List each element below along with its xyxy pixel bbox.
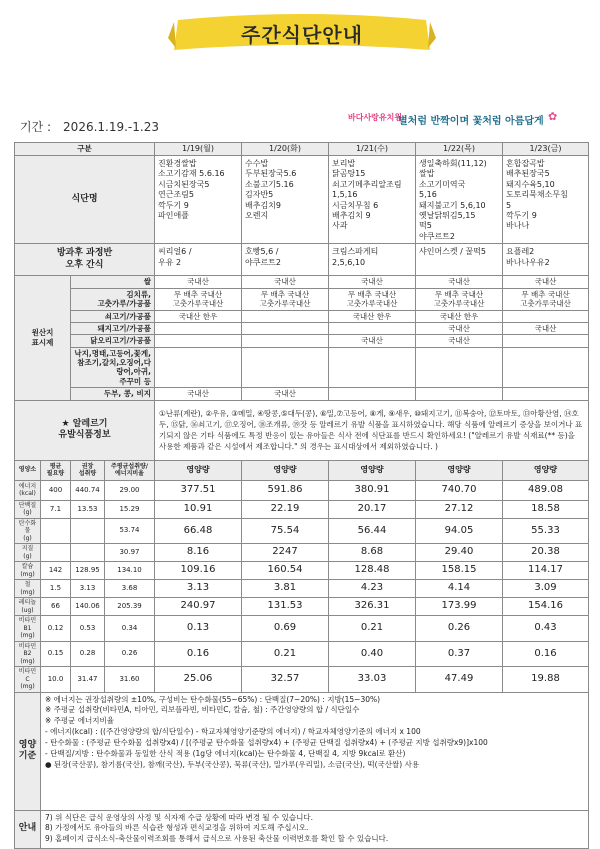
origin-value [242, 335, 329, 347]
nutrient-value: 158.15 [416, 562, 503, 580]
nutrition-row [15, 580, 589, 598]
origin-value [155, 335, 242, 347]
origin-value: 국내산 한우 [329, 310, 416, 322]
origin-value: 국내산 한우 [155, 310, 242, 322]
menu-cell [503, 156, 589, 244]
nutrient-value: 3.09 [503, 580, 589, 598]
nutrient-value: 56.44 [329, 518, 416, 544]
standard-row [15, 692, 589, 810]
origin-value: 국내산 [416, 335, 503, 347]
origin-value: 무 배추 국내산 고춧가루국내산 [242, 288, 329, 310]
allergy-label-line: 유발식품정보 [58, 430, 111, 440]
tulip-icon: ✿ [548, 110, 558, 123]
guide-line: 7) 위 식단은 급식 운영상의 사정 및 식자재 수급 상황에 따라 변경 될 수 있습니다. [45, 812, 314, 822]
nutrition-row [15, 616, 589, 642]
standard-line: - 에너지(kcal) : ((주간영양량의 합/식단일수) - 학교자체영양기준량의 에너지) / 학교자체영양기준의 에너지 x 100 [45, 727, 421, 737]
standard-line: ● 된장(국산콩), 참기름(국산), 참깨(국산), 두부(국산콩), 묵류(국산), 밀가루(우리밀), 소금(국산), 떡(국산쌀) 사용 [45, 759, 420, 769]
snack-label-line: 오후 간식 [65, 259, 104, 270]
nutrition-header: 권장 섭취량 [71, 460, 105, 480]
allergy-label [15, 400, 155, 460]
nutrient-avg [41, 544, 71, 562]
nutrient-value: 0.21 [329, 616, 416, 642]
snack-cell: 씨리얼6 / 우유 2 [155, 244, 242, 276]
nutrient-value: 20.17 [329, 500, 416, 518]
origin-value [155, 322, 242, 334]
nutrition-row [15, 598, 589, 616]
nutrient-rec: 140.06 [71, 598, 105, 616]
nutrient-value: 10.91 [155, 500, 242, 518]
nutrition-header: 평균 필요량 [41, 460, 71, 480]
snack-cell: 샤인머스켓 / 꿀떡5 [416, 244, 503, 276]
nutrient-value: 8.68 [329, 544, 416, 562]
origin-value [503, 388, 589, 400]
nutrient-value: 0.16 [155, 641, 242, 667]
nutrient-rec [71, 518, 105, 544]
origin-value: 무 배추 국내산 고춧가루국내산 [416, 288, 503, 310]
menu-item: 야쿠르트2 [419, 231, 456, 241]
snack-label [15, 244, 155, 276]
nutrient-value: 22.19 [242, 500, 329, 518]
nutrient-value: 75.54 [242, 518, 329, 544]
nutrient-value: 0.37 [416, 641, 503, 667]
origin-value: 무 배추 국내산 고춧가루국내산 [329, 288, 416, 310]
nutrient-name: 지질(g) [15, 544, 41, 562]
nutrient-value: 4.14 [416, 580, 503, 598]
kindergarten-logo: 바다사랑유치원 [348, 113, 403, 122]
nutrient-value: 0.16 [503, 641, 589, 667]
origin-value [416, 388, 503, 400]
nutrient-week: 0.26 [105, 641, 155, 667]
origin-value [155, 347, 242, 388]
nutrient-value: 47.49 [416, 667, 503, 693]
origin-value [329, 388, 416, 400]
period [20, 118, 159, 135]
nutrient-week: 0.34 [105, 616, 155, 642]
menu-item: 5 [506, 200, 512, 210]
origin-value [503, 310, 589, 322]
nutrient-avg: 142 [41, 562, 71, 580]
nutrient-week: 15.29 [105, 500, 155, 518]
menu-item: 소고기감재 5.6.16 [158, 169, 225, 179]
nutrient-avg: 0.15 [41, 641, 71, 667]
day-header: 1/22(목) [416, 143, 503, 156]
origin-value [242, 310, 329, 322]
nutrition-header: 영양소 [15, 460, 41, 480]
origin-row [15, 347, 589, 388]
menu-item: 두부된장국5.6 [245, 169, 297, 179]
origin-value: 국내산 [416, 276, 503, 288]
origin-item: 돼지고기/가공품 [71, 322, 155, 334]
day-header: 1/21(수) [329, 143, 416, 156]
standard-label: 영양 기준 [15, 692, 41, 810]
nutrient-name: 철(mg) [15, 580, 41, 598]
standard-line: ※ 에너지는 권장섭취량의 ±10%, 구성비는 탄수화물(55~65%) : 단백질(7~20%) : 지방(15~30%) [45, 694, 381, 704]
origin-item: 쌀 [71, 276, 155, 288]
menu-item: 바나나 [506, 221, 530, 231]
nutrient-value: 94.05 [416, 518, 503, 544]
standard-line: ※ 주평균 에너지비율 [45, 716, 115, 726]
origin-row [15, 322, 589, 334]
nutrient-value: 0.69 [242, 616, 329, 642]
nutrient-value: 128.48 [329, 562, 416, 580]
origin-item: 닭오리고기/가공품 [71, 335, 155, 347]
menu-item: 깍두기 9 [506, 210, 537, 220]
nutrient-value: 29.40 [416, 544, 503, 562]
origin-row [15, 335, 589, 347]
menu-item: 돼지수육5,10 [506, 179, 555, 189]
day-header: 1/20(화) [242, 143, 329, 156]
origin-value [503, 335, 589, 347]
nutrient-week: 3.68 [105, 580, 155, 598]
menu-cell [155, 156, 242, 244]
menu-item: 닭곰탕15 [332, 169, 366, 179]
nutrient-value: 380.91 [329, 480, 416, 500]
nutrient-value: 20.38 [503, 544, 589, 562]
origin-value: 무 배추 국내산 고춧가루국내산 [503, 288, 589, 310]
nutrition-header-row [15, 460, 589, 480]
menu-item: 돼지불고기 5,6,10 [419, 200, 486, 210]
snack-label-line: 방과후 과정반 [56, 248, 113, 259]
menu-item: 소고기미역국 [419, 179, 466, 189]
origin-value: 국내산 [329, 276, 416, 288]
nutrition-row [15, 518, 589, 544]
menu-cell [416, 156, 503, 244]
menu-item: 떡5 [419, 221, 432, 231]
nutrient-rec: 440.74 [71, 480, 105, 500]
nutrient-week: 134.10 [105, 562, 155, 580]
allergy-label-line: ★ 알레르기 [61, 418, 108, 429]
menu-item: 배추김치9 [245, 200, 282, 210]
nutrient-name: 비타민B2 (mg) [15, 641, 41, 667]
daily-header: 영양량 [242, 460, 329, 480]
menu-cell [329, 156, 416, 244]
snack-cell: 요플레2 바나나우유2 [503, 244, 589, 276]
nutrient-value: 131.53 [242, 598, 329, 616]
nutrient-rec: 31.47 [71, 667, 105, 693]
nutrient-name: 칼슘(mg) [15, 562, 41, 580]
origin-row [15, 310, 589, 322]
nutrition-row [15, 667, 589, 693]
nutrient-avg: 7.1 [41, 500, 71, 518]
nutrition-row [15, 480, 589, 500]
menu-item: 시금치된장국5 [158, 179, 210, 189]
origin-item: 두부, 콩, 비지 [71, 388, 155, 400]
snack-cell: 크림스파게티 2,5,6,10 [329, 244, 416, 276]
nutrient-value: 8.16 [155, 544, 242, 562]
allergy-text: ①난류(계란), ②우유, ③메밀, ④땅콩,⑤대두(콩), ⑥밀,⑦고등어, ⑧게, ⑨새우, ⑩돼지고기, ⑪복숭아, ⑫토마토, ⑬아황산염, ⑭호두, ⑮닭, ⑯쇠고기, ⑰오징어, ⑱조개류, ⑲잣 등 알레르기 유발 식품을 표시하였습니다. 해당 식품에 알레르기 증상을 보이거나 표기되지 않은 기타 식품에도 특정 반응이 있는 유아들은 식사 전에 식단표를 반드시 확인하세요! ("알레르기 유발 식재료(** 등)을 사용한 제품과 같은 시설에서 제조합니다." 의 경우는 표시대상에서 제외하였습니다. ) [155, 400, 589, 460]
guide-label: 안내 [15, 810, 41, 848]
menu-item: 배추된장국5 [506, 169, 550, 179]
origin-value [242, 322, 329, 334]
nutrient-value: 326.31 [329, 598, 416, 616]
nutrient-value: 18.58 [503, 500, 589, 518]
origin-value [242, 347, 329, 388]
nutrient-name: 탄수화물 (g) [15, 518, 41, 544]
origin-value: 무 배추 국내산 고춧가루국내산 [155, 288, 242, 310]
menu-table [14, 142, 589, 849]
origin-item: 김치류, 고춧가루/가공품 [71, 288, 155, 310]
menu-label: 식단명 [15, 156, 155, 244]
nutrient-value: 240.97 [155, 598, 242, 616]
nutrient-value: 0.13 [155, 616, 242, 642]
menu-item: 배추김치 9 [332, 210, 371, 220]
nutrient-avg: 1.5 [41, 580, 71, 598]
nutrient-name: 단백질(g) [15, 500, 41, 518]
guide-notes [41, 810, 589, 848]
nutrition-row [15, 641, 589, 667]
menu-item: 파인애플 [158, 210, 189, 220]
daily-header: 영양량 [503, 460, 589, 480]
nutrient-value: 3.13 [155, 580, 242, 598]
nutrient-value: 19.88 [503, 667, 589, 693]
nutrient-week: 205.39 [105, 598, 155, 616]
menu-item: 김자반5 [245, 190, 274, 200]
daily-header: 영양량 [155, 460, 242, 480]
nutrient-name: 레티놀(ug) [15, 598, 41, 616]
nutrition-row [15, 500, 589, 518]
slogan: 별처럼 반짝이며 꽃처럼 아름답게 [398, 116, 544, 127]
period-value: 2026.1.19.-1.23 [63, 120, 159, 134]
nutrient-value: 489.08 [503, 480, 589, 500]
origin-value: 국내산 [242, 276, 329, 288]
origin-value: 국내산 [503, 276, 589, 288]
origin-item: 낙지,명태,고등어,꽃게, 참조기,갈치,오징어,다 랑어,아귀, 주꾸미 등 [71, 347, 155, 388]
origin-value: 국내산 [155, 388, 242, 400]
day-header: 1/23(금) [503, 143, 589, 156]
origin-value: 국내산 [329, 335, 416, 347]
nutrient-value: 2247 [242, 544, 329, 562]
menu-item: 깍두기 9 [158, 200, 189, 210]
origin-value: 국내산 [242, 388, 329, 400]
nutrient-value: 740.70 [416, 480, 503, 500]
origin-value [503, 347, 589, 388]
nutrient-value: 27.12 [416, 500, 503, 518]
menu-item: 쌀밥 [419, 169, 435, 179]
menu-item: 시금치무침 6 [332, 200, 379, 210]
menu-item: 쇠고기메추리알조림 [332, 179, 402, 189]
nutrient-avg [41, 518, 71, 544]
page-title: 주간식단안내 [241, 23, 363, 47]
nutrient-avg: 0.12 [41, 616, 71, 642]
menu-item: 보리밥 [332, 159, 356, 168]
nutrient-week: 31.60 [105, 667, 155, 693]
menu-item: 도토리묵채소무침 [506, 190, 568, 200]
origin-value [416, 347, 503, 388]
nutrient-avg: 400 [41, 480, 71, 500]
daily-header: 영양량 [329, 460, 416, 480]
nutrient-rec: 3.13 [71, 580, 105, 598]
origin-value [329, 347, 416, 388]
nutrient-value: 3.81 [242, 580, 329, 598]
nutrition-row [15, 544, 589, 562]
nutrient-value: 0.21 [242, 641, 329, 667]
standard-notes [41, 692, 589, 810]
origin-row [15, 276, 589, 288]
allergy-row [15, 400, 589, 460]
nutrient-value: 154.16 [503, 598, 589, 616]
nutrient-value: 4.23 [329, 580, 416, 598]
menu-item: 5,16 [419, 190, 437, 200]
nutrient-rec [71, 544, 105, 562]
menu-item: 사과 [332, 221, 348, 231]
nutrient-name: 비타민B1 (mg) [15, 616, 41, 642]
nutrient-rec: 0.28 [71, 641, 105, 667]
snack-cell: 호빵5,6 / 야쿠르트2 [242, 244, 329, 276]
title-banner [168, 10, 436, 60]
menu-item: 진환경쌀밥 [158, 159, 197, 168]
nutrient-value: 160.54 [242, 562, 329, 580]
nutrient-value: 55.33 [503, 518, 589, 544]
nutrient-week: 29.00 [105, 480, 155, 500]
origin-value: 국내산 [416, 322, 503, 334]
origin-label: 원산지 표시제 [15, 276, 71, 400]
nutrient-value: 0.43 [503, 616, 589, 642]
period-label: 기간 : [20, 120, 52, 134]
nutrient-rec: 128.95 [71, 562, 105, 580]
nutrient-value: 114.17 [503, 562, 589, 580]
origin-item: 쇠고기/가공품 [71, 310, 155, 322]
nutrient-week: 53.74 [105, 518, 155, 544]
origin-value: 국내산 [155, 276, 242, 288]
nutrient-value: 591.86 [242, 480, 329, 500]
guide-row [15, 810, 589, 848]
origin-row [15, 388, 589, 400]
nutrient-value: 109.16 [155, 562, 242, 580]
standard-line: ※ 주평균 섭취량(비타민A, 티아민, 리보플라빈, 비타민C, 칼슘, 철) : 주간영양량의 합 / 식단일수 [45, 705, 360, 715]
menu-item: 소불고기5.16 [245, 179, 294, 189]
nutrient-name: 에너지 (kcal) [15, 480, 41, 500]
nutrient-value: 173.99 [416, 598, 503, 616]
menu-item: 연근조림5 [158, 190, 195, 200]
origin-row [15, 288, 589, 310]
nutrient-value: 0.40 [329, 641, 416, 667]
nutrition-row [15, 562, 589, 580]
nutrient-avg: 66 [41, 598, 71, 616]
nutrient-week: 30.97 [105, 544, 155, 562]
nutrient-rec: 0.53 [71, 616, 105, 642]
nutrition-header: 주평균섭취량/ 에너지비율 [105, 460, 155, 480]
origin-value: 국내산 [503, 322, 589, 334]
nutrient-avg: 10.0 [41, 667, 71, 693]
nutrient-value: 377.51 [155, 480, 242, 500]
menu-cell [242, 156, 329, 244]
nutrient-value: 32.57 [242, 667, 329, 693]
nutrient-value: 33.03 [329, 667, 416, 693]
nutrient-name: 비타민C (mg) [15, 667, 41, 693]
menu-item: 오렌지 [245, 210, 269, 220]
menu-item: 혼합잡곡밥 [506, 159, 545, 168]
origin-value: 국내산 한우 [416, 310, 503, 322]
menu-item: 생일축하회(11,12) [419, 159, 487, 168]
menu-item: 옛날닭튀김5,15 [419, 210, 476, 220]
standard-line: - 단백질/지방 : 탄수화물과 동일한 산식 적용 (1g당 에너지(kcal)는 탄수화물 4, 단백질 4, 지방 9kcal로 환산) [45, 748, 406, 758]
nutrient-value: 66.48 [155, 518, 242, 544]
guide-line: 9) 홈페이지 급식소식-축산물이력조회를 통해서 급식으로 사용된 축산물 이력번호를 확인 할 수 있습니다. [45, 834, 389, 844]
guide-line: 8) 가정에서도 유아들의 바른 식습관 형성과 편식교정을 위하여 지도해 주십시오. [45, 823, 309, 833]
menu-item: 수수밥 [245, 159, 269, 168]
nutrient-value: 0.26 [416, 616, 503, 642]
standard-line: - 탄수화물 : (주평균 탄수화물 섭취량x4) / [(주평균 탄수화물 섭취량x4) + (주평균 단백질 섭취량x4) + (주평균 지방 섭취량x9)]x100 [45, 738, 488, 747]
menu-item: 1,5,16 [332, 190, 358, 200]
nutrient-rec: 13.53 [71, 500, 105, 518]
nutrient-value: 25.06 [155, 667, 242, 693]
daily-header: 영양량 [416, 460, 503, 480]
day-header: 1/19(월) [155, 143, 242, 156]
origin-value [329, 322, 416, 334]
category-header: 구분 [15, 143, 155, 156]
